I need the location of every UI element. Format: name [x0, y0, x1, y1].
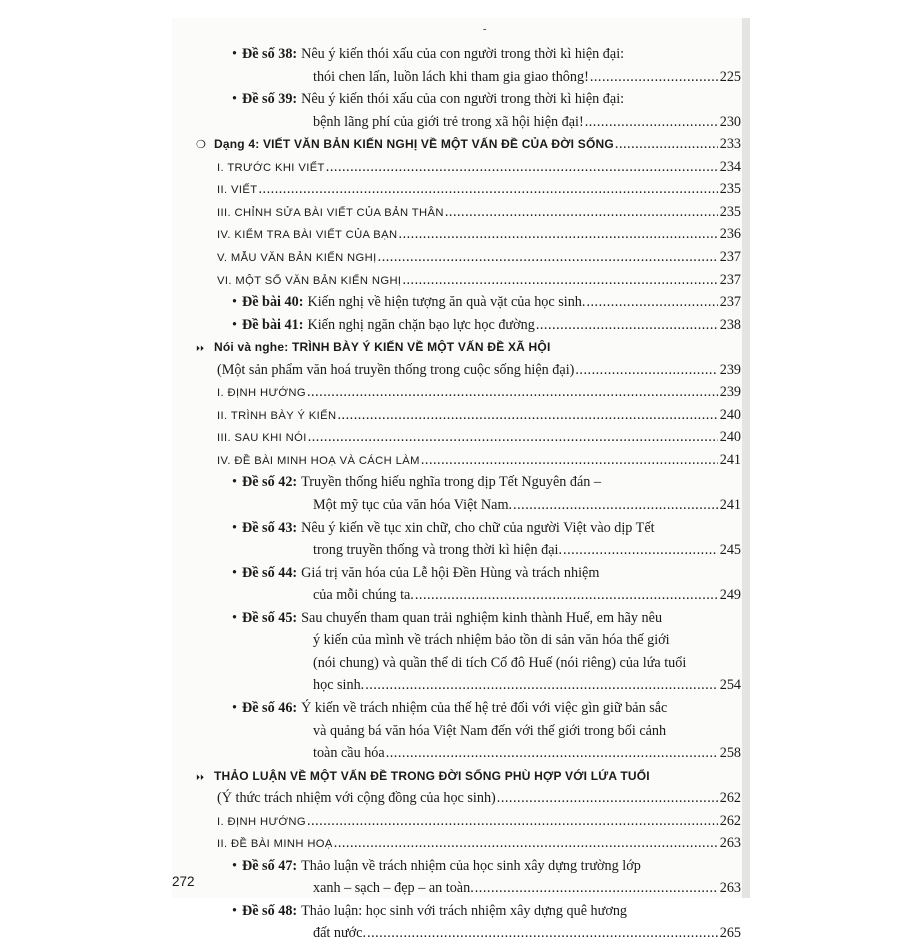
subsection-title: II. VIẾT — [217, 184, 258, 197]
page-ref: 265 — [719, 925, 741, 942]
bullet-icon: • — [232, 699, 237, 716]
item-text: Nêu ý kiến về tục xin chữ, cho chữ của người Việt vào dịp Tết — [301, 519, 655, 536]
item-text-continued: đất nước. — [313, 925, 367, 942]
dot-leader — [386, 742, 718, 764]
subsection-title: IV. KIỂM TRA BÀI VIẾT CỦA BẠN — [217, 229, 398, 242]
toc-entry-item — [196, 471, 741, 493]
double-arrow-icon: ⏵⏵ — [196, 772, 204, 782]
item-text-continued: trong truyền thống và trong thời kì hiện đại. — [313, 542, 563, 559]
dot-leader — [308, 426, 718, 448]
dot-leader — [326, 156, 718, 178]
item-text: Nêu ý kiến thói xấu của con người trong thời kì hiện đại: — [301, 91, 625, 108]
toc-entry-sub — [196, 178, 741, 200]
toc-entry-item — [196, 562, 741, 584]
item-label: Đề số 42: — [241, 474, 298, 491]
item-text: Nêu ý kiến thói xấu của con người trong thời kì hiện đại: — [301, 46, 625, 62]
page-ref: 254 — [719, 677, 741, 694]
item-label: Đề số 48: — [241, 902, 298, 919]
page-ref: 237 — [719, 294, 741, 311]
dot-leader — [445, 201, 718, 223]
toc-entry-cont — [196, 539, 741, 561]
dot-leader — [307, 810, 718, 832]
toc-entry-item — [196, 697, 741, 719]
toc-entry-section — [196, 133, 741, 155]
page-ref: 234 — [719, 158, 741, 175]
subsection-title: I. ĐỊNH HƯỚNG — [217, 815, 306, 828]
item-text-continued: của mỗi chúng ta. — [313, 587, 414, 604]
toc-entry-cont — [196, 720, 741, 742]
toc-entry-cont — [196, 494, 741, 516]
page-ref: 263 — [719, 880, 741, 897]
toc-entry-sub — [196, 223, 741, 245]
toc-entry-sub — [196, 381, 741, 403]
dot-leader — [307, 381, 718, 403]
toc-entry-sub — [196, 269, 741, 291]
toc-entry-cont — [196, 66, 741, 88]
page-ref: 237 — [719, 271, 741, 288]
toc-entry-cont — [196, 111, 741, 133]
subsection-title: I. TRƯỚC KHI VIẾT — [217, 161, 325, 174]
dot-leader — [399, 223, 718, 245]
subsection-title: III. SAU KHI NÓI — [217, 432, 307, 445]
item-text: Ý kiến về trách nhiệm của thế hệ trẻ đối với việc gìn giữ bản sắc — [301, 699, 668, 716]
item-text-continued: học sinh. — [313, 677, 365, 694]
page-ref: 233 — [719, 136, 741, 153]
item-text-continued: thói chen lấn, luồn lách khi tham gia giao thông! — [313, 68, 589, 85]
item-text-continued: bệnh lãng phí của giới trẻ trong xã hội hiện đại! — [313, 113, 584, 130]
toc-entry-sub — [196, 426, 741, 448]
dot-leader — [475, 877, 718, 899]
page-ref: 239 — [719, 361, 741, 378]
bullet-icon: • — [232, 316, 237, 333]
item-label: Đề số 45: — [241, 609, 298, 626]
bullet-icon: • — [232, 294, 237, 311]
page-ref: 263 — [719, 835, 741, 852]
page-ref: 230 — [719, 113, 741, 130]
section-title: THẢO LUẬN VỀ MỘT VẤN ĐỀ TRONG ĐỜI SỐNG PHÙ HỢP VỚI LỨA TUỔI — [214, 768, 650, 783]
bullet-icon: • — [232, 519, 237, 536]
item-text: Kiến nghị về hiện tượng ăn quà vặt của học sinh. — [307, 294, 586, 311]
page-ref: 225 — [719, 68, 741, 85]
item-label: Đề số 46: — [241, 699, 298, 716]
subsection-title: III. CHỈNH SỬA BÀI VIẾT CỦA BẢN THÂN — [217, 206, 444, 219]
dot-leader — [513, 494, 718, 516]
item-label: Đề số 47: — [241, 857, 298, 874]
page-gutter-shadow — [742, 18, 750, 898]
toc-entry-item — [196, 900, 741, 922]
dot-leader — [585, 111, 718, 133]
bullet-icon: • — [232, 474, 237, 491]
toc-entry-cont — [196, 877, 741, 899]
dot-leader — [497, 787, 718, 809]
toc-entry-cont — [196, 674, 741, 696]
page-ref: 237 — [719, 248, 741, 265]
dot-leader — [615, 133, 718, 155]
page-ref: 262 — [719, 812, 741, 829]
page-ref: 249 — [719, 587, 741, 604]
double-arrow-icon: ⏵⏵ — [196, 344, 204, 354]
circle-bullet-icon: ❍ — [196, 138, 206, 152]
toc-entry-section — [196, 336, 741, 358]
subsection-title: II. TRÌNH BÀY Ý KIẾN — [217, 409, 337, 422]
item-label: Đề số 44: — [241, 564, 298, 581]
toc-entry-cont — [196, 742, 741, 764]
page-ref: 258 — [719, 745, 741, 762]
subsection-title: IV. ĐỀ BÀI MINH HOẠ VÀ CÁCH LÀM — [217, 454, 420, 467]
dot-leader — [378, 246, 718, 268]
item-text: Truyền thống hiếu nghĩa trong dịp Tết Nguyên đán – — [301, 474, 602, 491]
bullet-icon: • — [232, 564, 237, 581]
toc-entry-sub — [196, 404, 741, 426]
toc-entry-cont — [196, 584, 741, 606]
item-text: Giá trị văn hóa của Lễ hội Đền Hùng và trách nhiệm — [301, 564, 600, 581]
toc-entry-sub — [196, 201, 741, 223]
page-ref: 241 — [719, 451, 741, 468]
dot-leader — [367, 922, 718, 944]
toc-entry-item — [196, 291, 741, 313]
top-mark: - — [483, 24, 487, 35]
page-ref: 240 — [719, 429, 741, 446]
item-label: Đề bài 41: — [241, 316, 304, 333]
toc-entry-item — [196, 855, 741, 877]
dot-leader — [586, 291, 718, 313]
page-ref: 235 — [719, 181, 741, 198]
page-ref: 239 — [719, 384, 741, 401]
dot-leader — [402, 269, 718, 291]
dot-leader — [338, 404, 719, 426]
toc-entry-item — [196, 43, 741, 65]
item-text-continued: ý kiến của mình về trách nhiệm bảo tồn di sản văn hóa thế giới — [313, 632, 670, 649]
item-label: Đề số 39: — [241, 91, 298, 108]
bullet-icon: • — [232, 609, 237, 626]
toc-entry-sub — [196, 810, 741, 832]
toc-entry-paren — [196, 787, 741, 809]
dot-leader — [421, 449, 718, 471]
subsection-title: II. ĐỀ BÀI MINH HOẠ — [217, 838, 333, 851]
bullet-icon: • — [232, 91, 237, 108]
toc-entry-item — [196, 607, 741, 629]
subsection-title: I. ĐỊNH HƯỚNG — [217, 387, 306, 400]
section-title: Nói và nghe: TRÌNH BÀY Ý KIẾN VỀ MỘT VẤN ĐỀ XÃ HỘI — [214, 340, 551, 355]
page-ref: 238 — [719, 316, 741, 333]
toc-entry-item — [196, 88, 741, 110]
subsection-title: V. MẪU VĂN BẢN KIẾN NGHỊ — [217, 251, 377, 264]
bullet-icon: • — [232, 46, 237, 62]
dot-leader — [575, 359, 718, 381]
item-label: Đề số 38: — [241, 46, 298, 62]
section-title: Dạng 4: VIẾT VĂN BẢN KIẾN NGHỊ VỀ MỘT VẤN ĐỀ CỦA ĐỜI SỐNG — [214, 137, 614, 152]
item-text-continued: (nói chung) và quần thể di tích Cố đô Huế (nói riêng) của lứa tuổi — [313, 654, 687, 671]
item-text-continued: toàn cầu hóa — [313, 745, 385, 762]
toc-entry-cont — [196, 652, 741, 674]
item-text: Kiến nghị ngăn chặn bạo lực học đường — [307, 316, 535, 333]
page-number: 272 — [172, 874, 195, 889]
toc-entry-sub — [196, 832, 741, 854]
dot-leader — [536, 314, 718, 336]
toc-entry-sub — [196, 156, 741, 178]
item-text: Sau chuyến tham quan trải nghiệm kinh thành Huế, em hãy nêu — [301, 609, 663, 626]
toc-entry-cont — [196, 629, 741, 651]
dot-leader — [259, 178, 719, 200]
toc-entry-item — [196, 314, 741, 336]
item-text-continued: xanh – sạch – đẹp – an toàn. — [313, 880, 474, 897]
item-text: Thảo luận: học sinh với trách nhiệm xây dựng quê hương — [301, 902, 628, 919]
page-ref: 245 — [719, 542, 741, 559]
section-subtitle: (Ý thức trách nhiệm với cộng đồng của học sinh) — [217, 790, 496, 807]
dot-leader — [590, 66, 718, 88]
toc-entry-section — [196, 765, 741, 787]
item-text: Thảo luận về trách nhiệm của học sinh xây dựng trường lớp — [301, 857, 641, 874]
item-label: Đề bài 40: — [241, 294, 304, 311]
toc-entry-item — [196, 517, 741, 539]
toc-entry-cont — [196, 922, 741, 944]
subsection-title: VI. MỘT SỐ VĂN BẢN KIẾN NGHỊ — [217, 274, 402, 287]
toc-entry-sub — [196, 246, 741, 268]
dot-leader — [365, 674, 718, 696]
item-text-continued: Một mỹ tục của văn hóa Việt Nam. — [313, 497, 513, 513]
page-ref: 262 — [719, 790, 741, 807]
bullet-icon: • — [232, 902, 237, 919]
bullet-icon: • — [232, 857, 237, 874]
toc-entry-paren — [196, 359, 741, 381]
section-subtitle: (Một sản phẩm văn hoá truyền thống trong cuộc sống hiện đại) — [217, 361, 575, 378]
page-ref: 241 — [719, 497, 741, 513]
toc-entry-sub — [196, 449, 741, 471]
item-text-continued: và quảng bá văn hóa Việt Nam đến với thế giới trong bối cảnh — [313, 722, 667, 739]
dot-leader — [415, 584, 718, 606]
page-ref: 235 — [719, 203, 741, 220]
page-ref: 236 — [719, 226, 741, 243]
dot-leader — [334, 832, 718, 854]
dot-leader — [563, 539, 718, 561]
page-ref: 240 — [719, 406, 741, 423]
item-label: Đề số 43: — [241, 519, 298, 536]
